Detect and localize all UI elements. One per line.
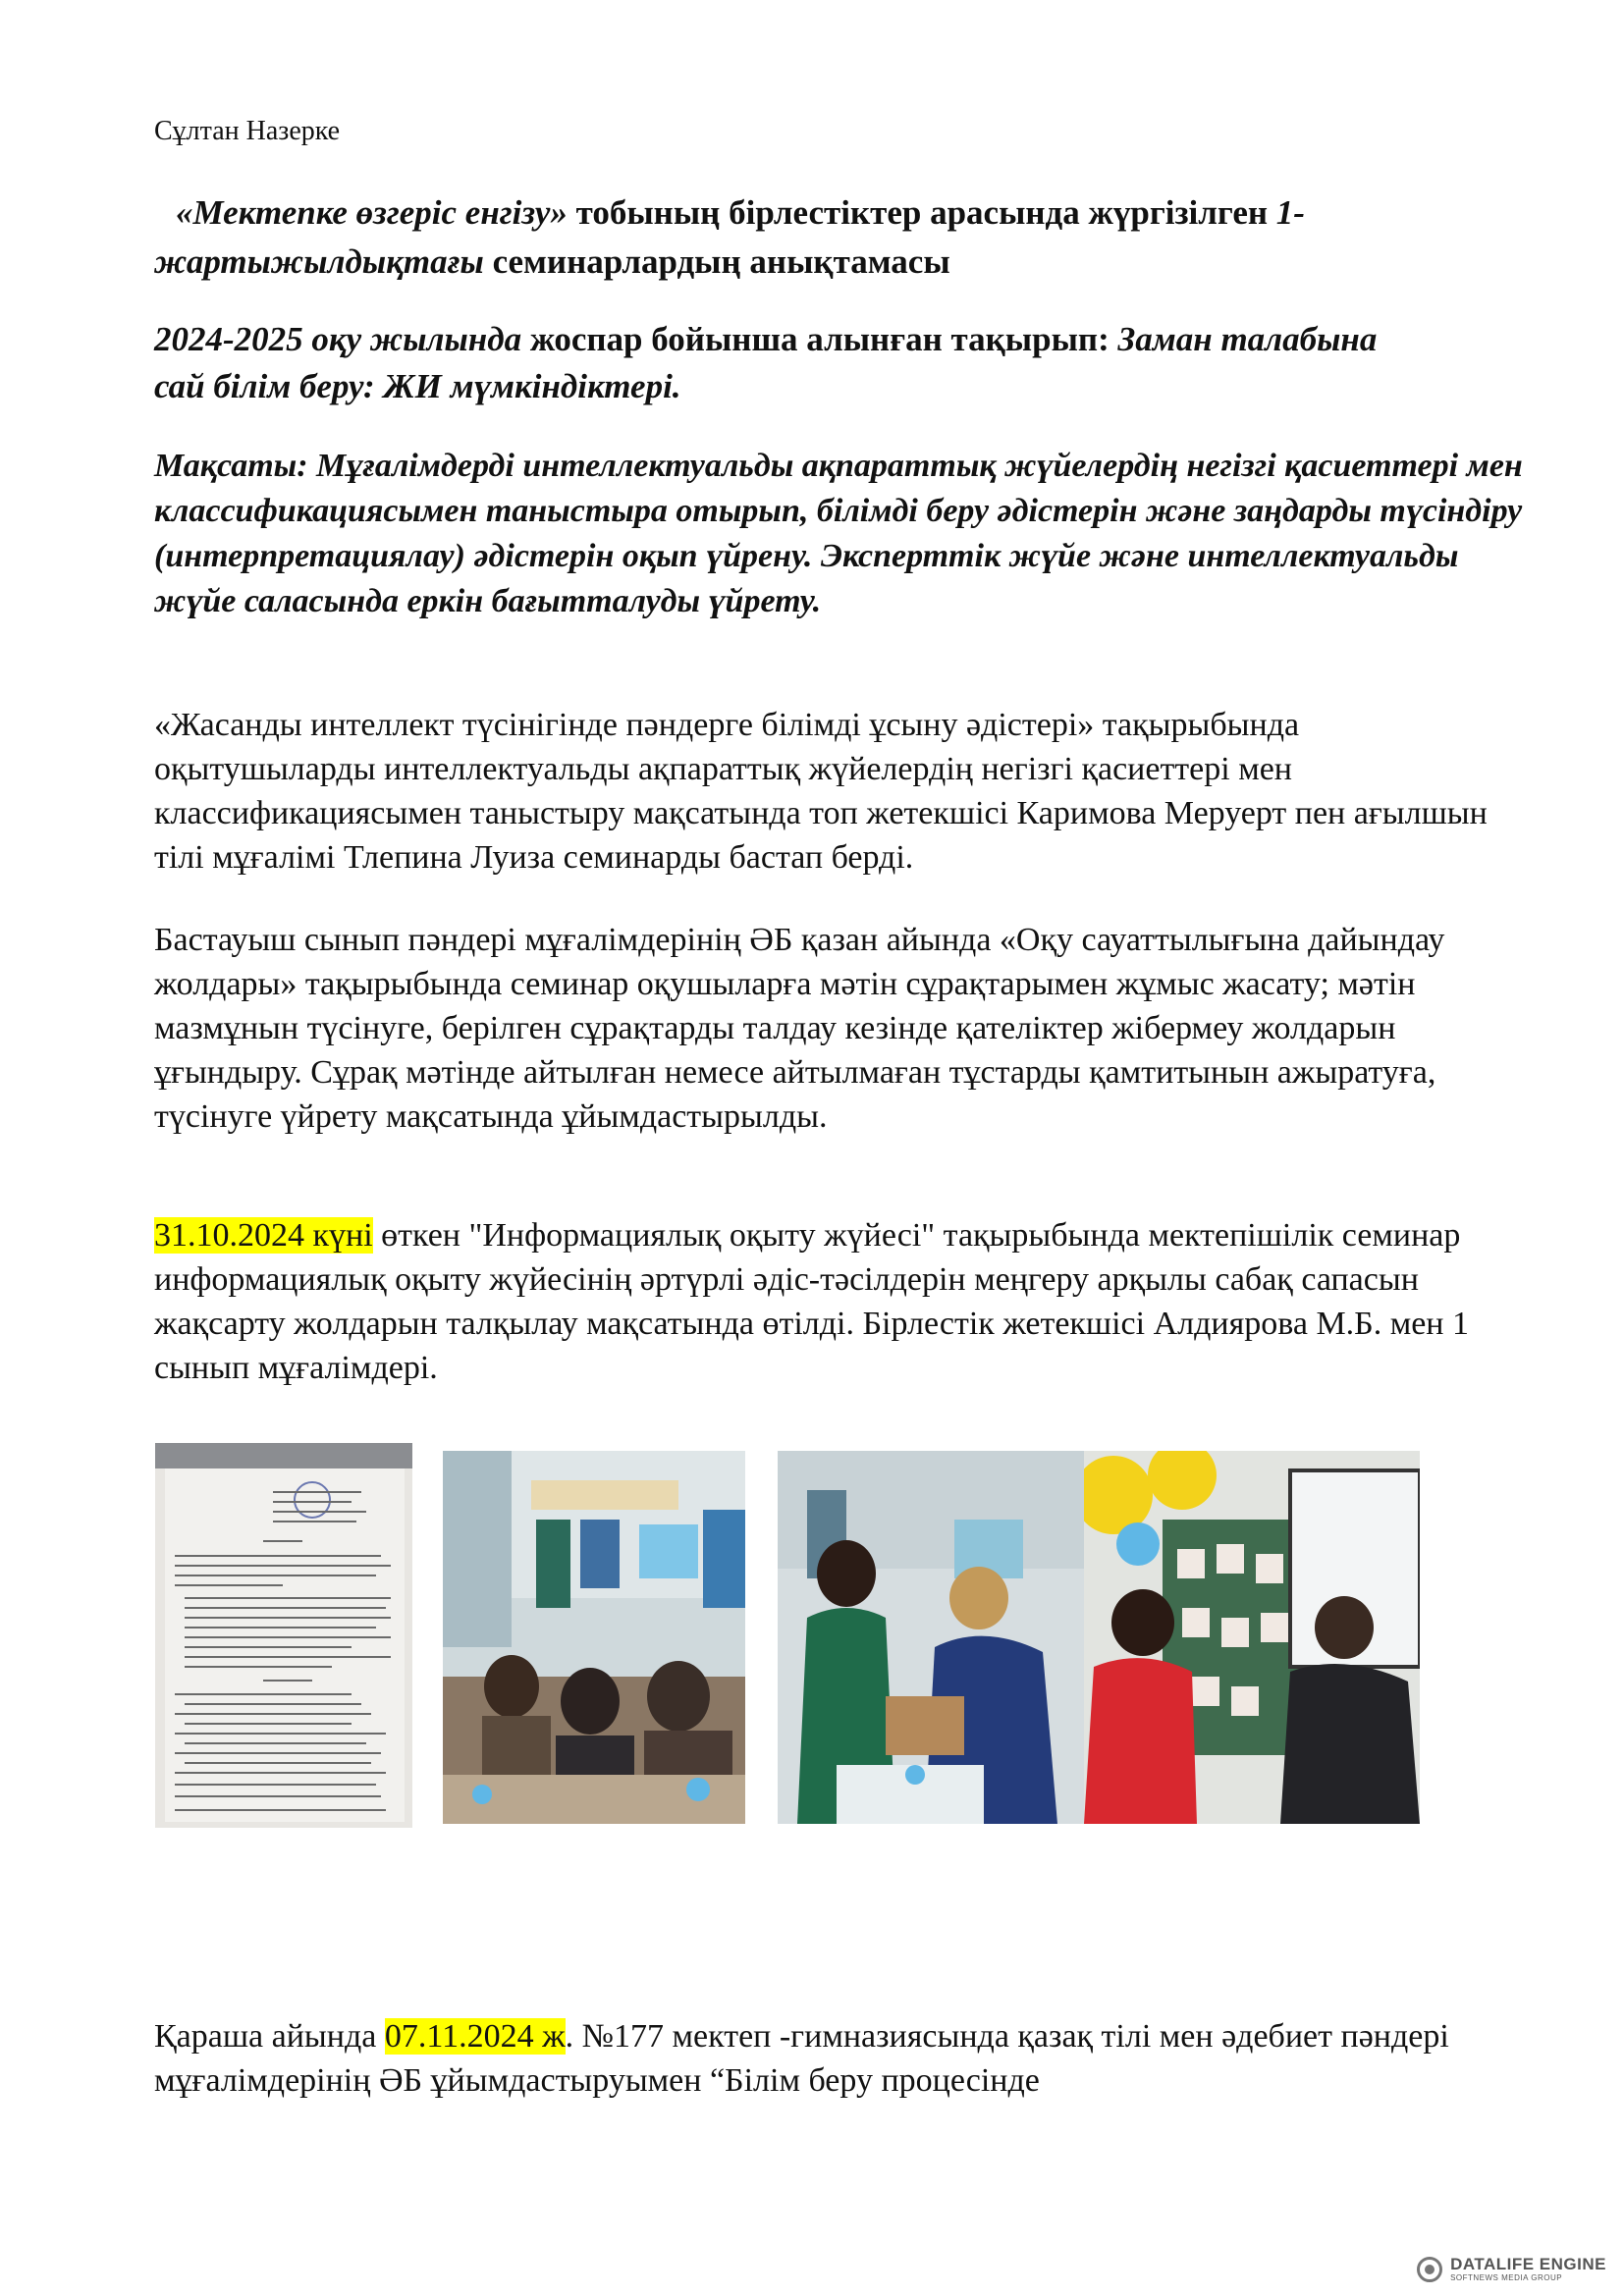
paragraph-info-text: өткен "Информациялық оқыту жүйесі" тақырыбында мектепішілік семинар информациялық оқыту жүйесінің әртүрлі әдіс-тәсілдерін меңгеру арқылы сабақ сапасын жақсарту жолдарын талқылау мақсатында өтілді. Бірлестік жетекшісі Алдиярова М.Б. мен 1 сынып мұғалімдері. [154,1217,1469,1386]
watermark [1417,2256,1606,2282]
watermark-subtitle: SOFTNEWS MEDIA GROUP [1450,2273,1563,2282]
document-title [154,188,1529,287]
title-tail: семинарлардың анықтамасы [483,242,950,281]
classroom-image [443,1451,745,1824]
academic-year: 2024-2025 оқу жылында [154,320,522,358]
highlighted-date: 31.10.2024 күні [154,1217,373,1254]
author-name: Сұлтан Назерке [154,116,341,146]
teachers-image [778,1451,1084,1824]
title-middle: тобының бірлестіктер арасында жүргізілген [567,193,1276,232]
classroom-seminar-photo [443,1451,745,1824]
plan-document-image [155,1443,412,1828]
watermark-title: DATALIFE ENGINE [1450,2255,1606,2273]
seminar-plan-photo [155,1443,412,1828]
half-year: 1-жартыжылдықтағы [154,193,1305,281]
topic-line [154,316,1431,410]
board-balloons-photo [1084,1451,1420,1824]
group-name: «Мектепке өзгеріс енгізу» [176,193,568,232]
paragraph-nov-lead: Қараша айында [154,2018,385,2055]
photo-strip [0,1451,1624,1824]
paragraph-primary-seminar: Бастауыш сынып пәндері мұғалімдерінің ӘБ қазан айында «Оқу сауаттылығына дайындау жолдары» тақырыбында семинар оқушыларға мәтін сұрақтарымен жұмыс жасату; мәтін мазмұнын түсінуге, берілген сұрақтарды талдау кезінде қателіктер жібермеу жолдарын ұғындыру. Сұрақ мәтінде айтылған немесе айтылмаған тұстарды қамтитынын ажыратуға, түсінуге үйрету мақсатында ұйымдастырылды. [154,922,1445,1135]
paragraph-ai-seminar: «Жасанды интеллект түсінігінде пәндерге білімді ұсыну әдістері» тақырыбында оқытушыларды интеллектуальды ақпараттық жүйелердің негізгі қасиеттері мен классификациясымен таныстыру мақсатында топ жетекшісі Каримова Меруерт пен ағылшын тілі мұғалімі Тлепина Луиза семинарды бастап берді. [154,707,1488,876]
topic-theme: Заман талабына сай білім беру: ЖИ мүмкіндіктері. [154,320,1378,405]
paragraph-nov-text: . №177 мектеп -гимназиясында қазақ тілі мен әдебиет пәндері мұғалімдерінің ӘБ ұйымдастыруымен “Білім беру процесінде [154,2018,1449,2099]
board-image [1084,1451,1420,1824]
paragraph-november-seminar [154,2014,1529,2103]
teachers-table-photo [778,1451,1084,1824]
datalife-logo-icon [1417,2257,1442,2282]
watermark-text [1450,2256,1606,2282]
highlighted-date-nov: 07.11.2024 ж [384,2018,566,2055]
goal-paragraph: Мақсаты: Мұғалімдерді интеллектуальды ақпараттық жүйелердің негізгі қасиеттері мен классификациясымен таныстыра отырып, білімді беру әдістерін және заңдарды түсіндіру (интерпретациялау) әдістерін оқып үйрену. Эксперттік жүйе және интеллектуальды жүйе саласында еркін бағытталуды үйрету. [154,448,1523,619]
topic-middle: жоспар бойынша алынған тақырып: [521,320,1118,358]
paragraph-info-seminar [154,1213,1529,1390]
